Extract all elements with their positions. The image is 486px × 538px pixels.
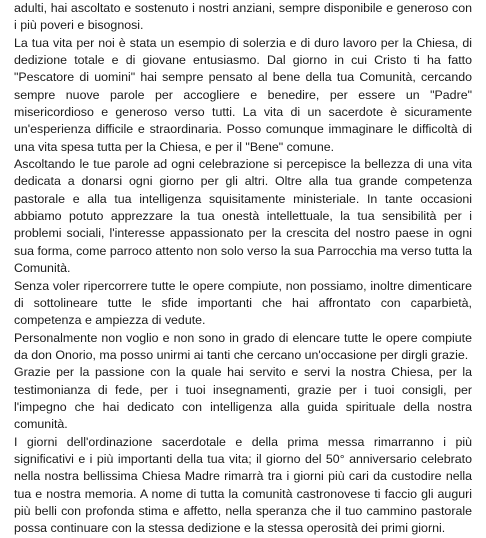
paragraph-opening: adulti, hai ascoltato e sostenuto i nostri anziani, sempre disponibile e generoso con i più poveri e bisognosi.: [14, 1, 472, 33]
paragraph-personal-thanks: Personalmente non voglio e non sono in grado di elencare tutte le opere compiute da don Onorio, ma posso unirmi ai tanti che cercano un'occasione per dirgli grazie.: [14, 330, 472, 362]
paragraph-gratitude: Grazie per la passione con la quale hai servito e servi la nostra Chiesa, per la testimonianza di fede, per i tuoi insegnamenti, grazie per i tuoi consigli, per l'impegno che hai dedicato con intelligenza alla guida spirituale della nostra comunità.: [14, 365, 472, 432]
paragraph-anniversary-wishes: I giorni dell'ordinazione sacerdotale e della prima messa rimarranno i più significativi e i più importanti della tua vita; il giorno del 50° anniversario celebrato nella nostra bellissima Chiesa Madre rimarrà tra i giorni più cari da custodire nella tua e nostra memoria. A nome di tutta la comunità castronovese ti faccio gli auguri più belli con profonda stima e affetto, nella speranza che il tuo cammino pastorale possa continuare con la stessa dedizione e la stessa operosità dei primi giorni.: [14, 434, 472, 536]
paragraph-listening-words: Ascoltando le tue parole ad ogni celebrazione si percepisce la bellezza di una vita dedicata a donarsi ogni giorno per gli altri. Oltre alla tua grande competenza pastorale e alla tua intelligenza squisitamente ministeriale. In tante occasioni abbiamo potuto apprezzare la tua onestà intellettuale, la tua sensibilità per i problemi sociali, l'interesse appassionato per la crescita del nostro paese in ogni sua forma, come parroco attento non solo verso la sua Parrocchia ma verso tutta la Comunità.: [14, 157, 472, 276]
document-body: [14, 0, 472, 538]
paragraph-challenges: Senza voler ripercorrere tutte le opere compiute, non possiamo, inoltre dimenticare di sottolineare tutte le sfide importanti che hai affrontato con caparbietà, competenza e ampiezza di vedute.: [14, 278, 472, 328]
paragraph-example-of-life: La tua vita per noi è stata un esempio di solerzia e di duro lavoro per la Chiesa, di dedizione totale e di giovane entusiasmo. Dal giorno in cui Cristo ti ha fatto "Pescatore di uomini" hai sempre pensato al bene della tua Comunità, cercando sempre nuove parole per accogliere e benedire, per essere un "Padre" misericordioso e generoso verso tutti. La vita di un sacerdote è sicuramente un'esperienza difficile e straordinaria. Posso comunque immaginare le difficoltà di una vita spesa tutta per la Chiesa, e per il "Bene" comune.: [14, 35, 472, 154]
